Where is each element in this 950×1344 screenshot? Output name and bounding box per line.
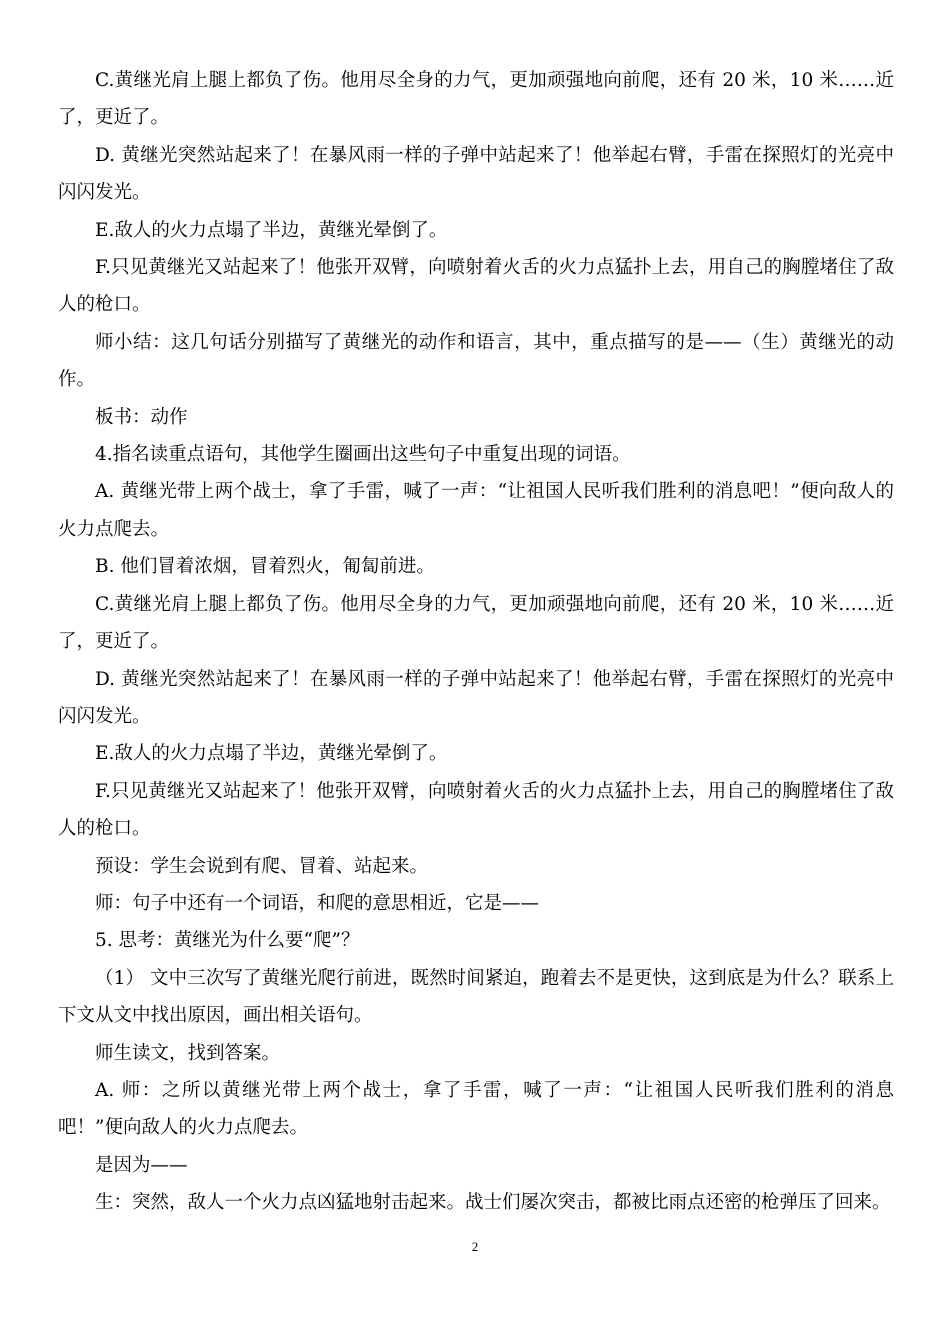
- paragraph-3: E.敌人的火力点塌了半边，黄继光晕倒了。: [95, 219, 448, 241]
- paragraph-20: 是因为——: [95, 1154, 188, 1176]
- paragraph-11: D. 黄继光突然站起来了！在暴风雨一样的子弹中站起来了！他举起右臂，手雷在探照灯的光亮中闪闪发光。: [58, 668, 894, 727]
- paragraph-21: 生：突然，敌人一个火力点凶猛地射击起来。战士们屡次突击，都被比雨点还密的枪弹压了回来。: [95, 1192, 891, 1214]
- paragraph-14: 预设：学生会说到有爬、冒着、站起来。: [95, 855, 429, 877]
- paragraph-16: 5. 思考：黄继光为什么要“爬”？: [95, 930, 360, 952]
- paragraph-5: 师小结：这几句话分别描写了黄继光的动作和语言，其中，重点描写的是——（生）黄继光的动作。: [58, 331, 894, 391]
- paragraph-15: 师：句子中还有一个词语，和爬的意思相近，它是——: [95, 892, 540, 914]
- paragraph-19: A. 师：之所以黄继光带上两个战士，拿了手雷，喊了一声：“让祖国人民听我们胜利的消息吧！”便向敌人的火力点爬去。: [58, 1079, 894, 1139]
- paragraph-7: 4.指名读重点语句，其他学生圈画出这些句子中重复出现的词语。: [95, 444, 631, 466]
- paragraph-12: E.敌人的火力点塌了半边，黄继光晕倒了。: [95, 743, 448, 765]
- paragraph-17: （1） 文中三次写了黄继光爬行前进，既然时间紧迫，跑着去不是更快，这到底是为什么？联系上下文从文中找出原因，画出相关语句。: [58, 967, 894, 1027]
- paragraph-4: F.只见黄继光又站起来了！他张开双臂，向喷射着火舌的火力点猛扑上去，用自己的胸膛堵住了敌人的枪口。: [58, 257, 894, 316]
- paragraph-1: C.黄继光肩上腿上都负了伤。他用尽全身的力气，更加顽强地向前爬，还有 20 米，10 米……近了，更近了。: [58, 70, 894, 129]
- paragraph-18: 师生读文，找到答案。: [95, 1042, 281, 1064]
- paragraph-2: D. 黄继光突然站起来了！在暴风雨一样的子弹中站起来了！他举起右臂，手雷在探照灯的光亮中闪闪发光。: [58, 144, 894, 204]
- document-body: [58, 62, 894, 1222]
- paragraph-8: A. 黄继光带上两个战士，拿了手雷，喊了一声：“让祖国人民听我们胜利的消息吧！”便向敌人的火力点爬去。: [58, 481, 894, 540]
- page-number: 2: [471, 1239, 479, 1254]
- paragraph-13: F.只见黄继光又站起来了！他张开双臂，向喷射着火舌的火力点猛扑上去，用自己的胸膛堵住了敌人的枪口。: [58, 780, 894, 840]
- paragraph-9: B. 他们冒着浓烟，冒着烈火，匍匐前进。: [95, 556, 435, 578]
- paragraph-10: C.黄继光肩上腿上都负了伤。他用尽全身的力气，更加顽强地向前爬，还有 20 米，10 米……近了，更近了。: [58, 593, 894, 653]
- paragraph-6: 板书：动作: [95, 406, 188, 428]
